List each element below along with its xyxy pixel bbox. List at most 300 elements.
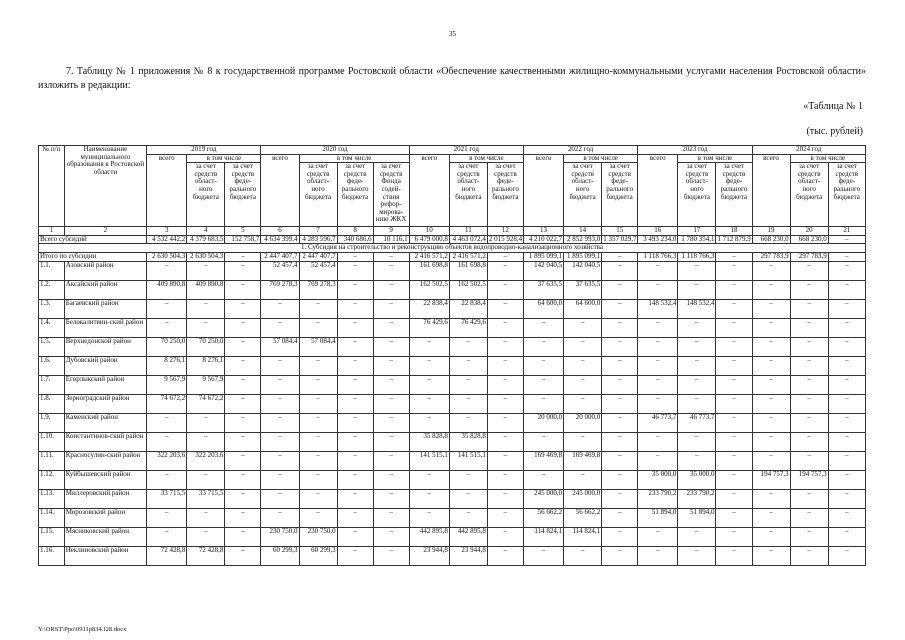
table-cell: –: [409, 470, 449, 489]
table-cell: 64 600,0: [564, 299, 602, 318]
table-cell: 442 895,8: [409, 527, 449, 546]
district-name: Неклиновский район: [64, 546, 146, 565]
district-name: Мясниковский район: [64, 527, 146, 546]
table-cell: 4 379 683,5: [187, 235, 225, 244]
table-cell: –: [752, 527, 790, 546]
table-cell: –: [828, 299, 865, 318]
table-cell: –: [449, 394, 487, 413]
table-cell: 245 000,0: [523, 489, 563, 508]
table-cell: 1 712 879,9: [717, 235, 751, 243]
table-cell: –: [373, 261, 409, 280]
table-cell: –: [409, 508, 449, 527]
table-cell: 1 895 099,1: [564, 252, 602, 261]
table-cell: –: [449, 470, 487, 489]
column-number: 7: [299, 227, 337, 236]
table-cell: 35 000,0: [638, 470, 678, 489]
header-regional: за счет средств област-ного бюджета: [449, 163, 487, 227]
table-cell: –: [790, 356, 828, 375]
column-number: 20: [790, 227, 828, 236]
table-cell: 322 203,6: [147, 451, 187, 470]
header-federal: за счет средств феде-рального бюджета: [716, 163, 752, 227]
table-cell: –: [678, 280, 716, 299]
table-cell: –: [187, 527, 225, 546]
table-cell: –: [716, 261, 752, 280]
table-cell: –: [828, 451, 865, 470]
table-cell: –: [487, 489, 523, 508]
table-cell: 74 672,2: [187, 394, 225, 413]
table-cell: –: [487, 527, 523, 546]
header-federal: за счет средств феде-рального бюджета: [487, 163, 523, 227]
table-cell: –: [225, 394, 261, 413]
table-cell: –: [602, 489, 638, 508]
row-number: 1.1.: [39, 261, 65, 280]
district-name: Каменский район: [64, 413, 146, 432]
table-cell: –: [299, 508, 337, 527]
table-cell: –: [523, 356, 563, 375]
units-label: (тыс. рублей): [806, 126, 863, 137]
table-cell: 72 428,8: [187, 546, 225, 565]
table-cell: –: [828, 489, 865, 508]
table-cell: –: [678, 451, 716, 470]
table-cell: –: [828, 235, 865, 244]
table-cell: –: [147, 413, 187, 432]
table-cell: 22 838,4: [449, 299, 487, 318]
district-name: Багаевский район: [64, 299, 146, 318]
header-year-2021: 2021 год: [409, 146, 523, 155]
header-fund: за счет средств Фонда содей-ствия рефор-мирова-нию ЖКХ: [373, 163, 409, 227]
table-cell: –: [523, 394, 563, 413]
table-cell: –: [602, 413, 638, 432]
table-cell: –: [638, 432, 678, 451]
table-cell: –: [828, 394, 865, 413]
table-cell: –: [564, 375, 602, 394]
table-cell: –: [487, 470, 523, 489]
table-cell: –: [187, 318, 225, 337]
table-cell: 51 894,0: [638, 508, 678, 527]
district-name: Верхнедонской район: [64, 337, 146, 356]
table-cell: 56 662,2: [564, 508, 602, 527]
table-cell: –: [449, 508, 487, 527]
table-cell: 2 416 571,2: [409, 252, 449, 261]
table-row: [39, 261, 866, 280]
table-cell: 72 428,8: [147, 546, 187, 565]
table-cell: 141 515,1: [409, 451, 449, 470]
header-regional: за счет средств област-ного бюджета: [187, 163, 225, 227]
table-cell: –: [678, 375, 716, 394]
table-cell: –: [678, 356, 716, 375]
table-cell: –: [487, 413, 523, 432]
table-cell: –: [752, 299, 790, 318]
table-cell: 20 000,0: [523, 413, 563, 432]
table-cell: –: [225, 451, 261, 470]
table-cell: –: [337, 432, 373, 451]
table-cell: 33 715,5: [147, 489, 187, 508]
table-cell: 161 698,8: [409, 261, 449, 280]
total-row-label: Всего субсидий: [39, 235, 147, 244]
table-cell: –: [638, 318, 678, 337]
table-cell: –: [716, 318, 752, 337]
table-body: [39, 227, 866, 565]
table-cell: –: [716, 489, 752, 508]
table-cell: –: [752, 318, 790, 337]
table-cell: –: [678, 432, 716, 451]
table-row: [39, 280, 866, 299]
table-cell: 114 824,1: [523, 527, 563, 546]
table-cell: 142 040,5: [564, 261, 602, 280]
table-cell: –: [602, 299, 638, 318]
table-cell: 37 635,5: [564, 280, 602, 299]
column-number: 21: [828, 227, 865, 236]
table-cell: –: [337, 470, 373, 489]
row-number: 1.9.: [39, 413, 65, 432]
table-cell: –: [638, 546, 678, 565]
table-cell: 442 895,8: [449, 527, 487, 546]
table-row: [39, 318, 866, 337]
table-cell: 230 750,0: [299, 527, 337, 546]
table-cell: 4 634 399,4: [261, 235, 299, 244]
table-cell: –: [187, 432, 225, 451]
row-number: 1.5.: [39, 337, 65, 356]
table-cell: –: [716, 337, 752, 356]
table-cell: –: [409, 489, 449, 508]
table-cell: –: [564, 546, 602, 565]
table-cell: 169 469,8: [523, 451, 563, 470]
table-cell: 148 532,4: [678, 299, 716, 318]
table-cell: –: [337, 489, 373, 508]
table-cell: 8 276,1: [147, 356, 187, 375]
table-cell: –: [828, 413, 865, 432]
table-cell: –: [828, 318, 865, 337]
table-cell: –: [487, 546, 523, 565]
table-cell: –: [225, 508, 261, 527]
table-cell: 70 250,0: [187, 337, 225, 356]
column-number: 8: [337, 227, 373, 236]
table-cell: –: [602, 280, 638, 299]
header-total: всего: [409, 154, 449, 227]
table-cell: 74 672,2: [147, 394, 187, 413]
table-cell: –: [790, 489, 828, 508]
section-title-row: [39, 244, 866, 253]
table-cell: –: [716, 508, 752, 527]
table-cell: –: [261, 394, 299, 413]
column-number: 9: [373, 227, 409, 236]
table-cell: –: [716, 546, 752, 565]
column-number: 6: [261, 227, 299, 236]
table-cell: –: [225, 432, 261, 451]
table-cell: –: [299, 413, 337, 432]
table-cell: 57 084,4: [299, 337, 337, 356]
table-cell: –: [828, 508, 865, 527]
table-cell: –: [225, 356, 261, 375]
table-cell: –: [373, 508, 409, 527]
table-cell: 35 828,8: [409, 432, 449, 451]
row-number: 1.8.: [39, 394, 65, 413]
table-cell: –: [337, 375, 373, 394]
table-cell: –: [602, 508, 638, 527]
row-number: 1.13.: [39, 489, 65, 508]
table-cell: –: [790, 375, 828, 394]
table-cell: –: [337, 261, 373, 280]
table-cell: 1 780 354,1: [678, 235, 716, 244]
table-cell: –: [790, 318, 828, 337]
table-row: [39, 413, 866, 432]
table-cell: –: [299, 451, 337, 470]
table-cell: –: [225, 413, 261, 432]
table-cell: 46 773,7: [638, 413, 678, 432]
table-cell: 409 890,8: [147, 280, 187, 299]
table-cell: –: [752, 280, 790, 299]
table-cell: –: [449, 413, 487, 432]
header-including: в том числе: [449, 154, 523, 163]
subsidy-table: [38, 145, 866, 566]
table-cell: –: [225, 375, 261, 394]
table-cell: –: [337, 413, 373, 432]
table-cell: –: [225, 489, 261, 508]
table-cell: –: [337, 546, 373, 565]
table-cell: –: [487, 261, 523, 280]
district-name: Куйбышевский район: [64, 470, 146, 489]
table-cell: –: [147, 318, 187, 337]
table-row: [39, 337, 866, 356]
table-cell: –: [225, 546, 261, 565]
table-cell: –: [523, 318, 563, 337]
column-number: 4: [187, 227, 225, 236]
header-total: всего: [523, 154, 563, 227]
table-cell: –: [790, 451, 828, 470]
district-name: Красносулин-ский район: [64, 451, 146, 470]
table-cell: –: [678, 337, 716, 356]
table-row: [39, 356, 866, 375]
table-cell: –: [187, 508, 225, 527]
table-cell: –: [261, 489, 299, 508]
table-cell: –: [828, 280, 865, 299]
total-row: [39, 235, 866, 244]
table-cell: –: [373, 413, 409, 432]
table-cell: –: [790, 280, 828, 299]
table-cell: –: [828, 252, 865, 261]
table-cell: 60 299,3: [261, 546, 299, 565]
column-number: 19: [752, 227, 790, 236]
table-cell: –: [828, 337, 865, 356]
district-name: Миллеровский район: [64, 489, 146, 508]
table-cell: –: [602, 337, 638, 356]
table-cell: –: [187, 413, 225, 432]
header-including: в том числе: [678, 154, 752, 163]
table-cell: 1 118 766,3: [638, 252, 678, 261]
table-cell: 4 283 596,7: [299, 235, 337, 244]
table-cell: 2 447 407,7: [261, 252, 299, 261]
column-number: 15: [602, 227, 638, 236]
table-cell: –: [638, 356, 678, 375]
table-cell: –: [564, 394, 602, 413]
table-cell: –: [602, 318, 638, 337]
table-cell: –: [716, 280, 752, 299]
table-cell: –: [373, 546, 409, 565]
table-cell: 2 630 504,3: [147, 252, 187, 261]
table-cell: –: [790, 394, 828, 413]
header-total: всего: [752, 154, 790, 227]
table-cell: –: [337, 337, 373, 356]
table-cell: 2 630 504,3: [187, 252, 225, 261]
table-cell: –: [449, 489, 487, 508]
row-number: 1.14.: [39, 508, 65, 527]
table-cell: 35 828,8: [449, 432, 487, 451]
table-cell: –: [790, 299, 828, 318]
row-number: 1.4.: [39, 318, 65, 337]
table-cell: –: [225, 527, 261, 546]
table-row: [39, 470, 866, 489]
table-cell: –: [299, 432, 337, 451]
table-cell: 114 824,1: [564, 527, 602, 546]
table-cell: –: [409, 375, 449, 394]
table-cell: –: [638, 394, 678, 413]
row-number: 1.12.: [39, 470, 65, 489]
table-cell: –: [716, 375, 752, 394]
row-number: 1.7.: [39, 375, 65, 394]
district-name: Дубовский район: [64, 356, 146, 375]
table-cell: –: [261, 413, 299, 432]
table-cell: 152 758,7: [225, 235, 261, 244]
footer-file-path: Y:\ORST\Ppo\0911p834.f28.docx: [38, 626, 127, 633]
table-cell: –: [299, 394, 337, 413]
table-cell: –: [487, 394, 523, 413]
table-cell: 194 757,3: [752, 470, 790, 489]
table-cell: 322 203,6: [187, 451, 225, 470]
table-cell: –: [716, 413, 752, 432]
table-cell: 668 230,0: [790, 235, 828, 244]
table-cell: –: [449, 375, 487, 394]
intro-paragraph: 7. Таблицу № 1 приложения № 8 к государственной программе Ростовской области «Обеспечение качественными жилищно-коммунальными услугами населения Ростовской области» изложить в редакции:: [38, 66, 866, 91]
table-cell: –: [337, 280, 373, 299]
table-cell: –: [373, 451, 409, 470]
table-cell: –: [373, 299, 409, 318]
table-cell: –: [373, 375, 409, 394]
district-name: Аксайский район: [64, 280, 146, 299]
table-cell: –: [299, 356, 337, 375]
table-cell: –: [752, 394, 790, 413]
table-cell: 23 944,8: [409, 546, 449, 565]
table-cell: –: [487, 252, 523, 261]
table-cell: –: [752, 356, 790, 375]
header-regional: за счет средств област-ного бюджета: [564, 163, 602, 227]
table-cell: 51 894,0: [678, 508, 716, 527]
table-cell: –: [409, 356, 449, 375]
table-cell: –: [602, 261, 638, 280]
table-cell: 2 015 928,4: [488, 235, 523, 243]
table-cell: 70 250,0: [147, 337, 187, 356]
district-name: Азовский район: [64, 261, 146, 280]
table-cell: –: [261, 451, 299, 470]
row-number: 1.10.: [39, 432, 65, 451]
column-number: 3: [147, 227, 187, 236]
table-cell: –: [299, 470, 337, 489]
table-cell: 230 750,0: [261, 527, 299, 546]
table-row: [39, 432, 866, 451]
table-cell: –: [828, 527, 865, 546]
table-cell: –: [828, 546, 865, 565]
table-cell: –: [790, 432, 828, 451]
table-cell: 162 502,5: [449, 280, 487, 299]
table-cell: –: [638, 261, 678, 280]
table-cell: –: [449, 356, 487, 375]
table-cell: 8 276,1: [187, 356, 225, 375]
table-cell: –: [147, 508, 187, 527]
table-cell: –: [147, 432, 187, 451]
table-cell: –: [638, 280, 678, 299]
table-cell: –: [225, 280, 261, 299]
table-cell: 1 357 029,7: [603, 235, 637, 243]
table-cell: –: [828, 470, 865, 489]
table-cell: –: [638, 337, 678, 356]
table-cell: –: [225, 299, 261, 318]
table-cell: –: [373, 432, 409, 451]
table-cell: 60 299,3: [299, 546, 337, 565]
table-cell: –: [261, 470, 299, 489]
table-cell: 9 567,9: [147, 375, 187, 394]
row-number: 1.11.: [39, 451, 65, 470]
table-cell: –: [373, 356, 409, 375]
table-cell: –: [523, 337, 563, 356]
table-cell: 2 852 993,0: [564, 235, 602, 244]
table-cell: 56 662,2: [523, 508, 563, 527]
table-cell: –: [752, 546, 790, 565]
table-cell: –: [564, 470, 602, 489]
table-cell: –: [373, 337, 409, 356]
table-cell: 1 895 099,1: [523, 252, 563, 261]
district-name: Морозовский район: [64, 508, 146, 527]
table-cell: –: [373, 527, 409, 546]
header-federal: за счет средств феде-рального бюджета: [337, 163, 373, 227]
district-name: Егорлыкский район: [64, 375, 146, 394]
table-cell: –: [716, 470, 752, 489]
table-cell: 1 118 766,3: [678, 252, 716, 261]
table-cell: –: [752, 508, 790, 527]
table-cell: –: [487, 432, 523, 451]
table-cell: –: [716, 394, 752, 413]
table-cell: –: [716, 432, 752, 451]
table-cell: 20 000,0: [564, 413, 602, 432]
table-cell: –: [225, 337, 261, 356]
row-number: 1.6.: [39, 356, 65, 375]
table-cell: 22 838,4: [409, 299, 449, 318]
table-cell: –: [678, 394, 716, 413]
table-cell: –: [828, 375, 865, 394]
table-cell: –: [225, 261, 261, 280]
header-total: всего: [638, 154, 678, 227]
header-total: всего: [147, 154, 187, 227]
table-cell: –: [373, 470, 409, 489]
table-cell: 668 230,0: [752, 235, 790, 244]
table-cell: –: [716, 527, 752, 546]
table-cell: –: [337, 299, 373, 318]
table-cell: 409 890,8: [187, 280, 225, 299]
table-cell: 162 502,5: [409, 280, 449, 299]
table-cell: –: [337, 451, 373, 470]
table-cell: –: [487, 318, 523, 337]
table-cell: –: [828, 432, 865, 451]
table-cell: –: [523, 432, 563, 451]
table-cell: –: [225, 470, 261, 489]
table-cell: –: [299, 489, 337, 508]
table-cell: –: [678, 546, 716, 565]
table-row: [39, 451, 866, 470]
table-cell: –: [487, 280, 523, 299]
district-name: Зерноградский район: [64, 394, 146, 413]
table-cell: –: [602, 375, 638, 394]
table-cell: –: [449, 337, 487, 356]
table-cell: 340 686,6: [337, 235, 373, 244]
table-cell: 2 447 407,7: [299, 252, 337, 261]
